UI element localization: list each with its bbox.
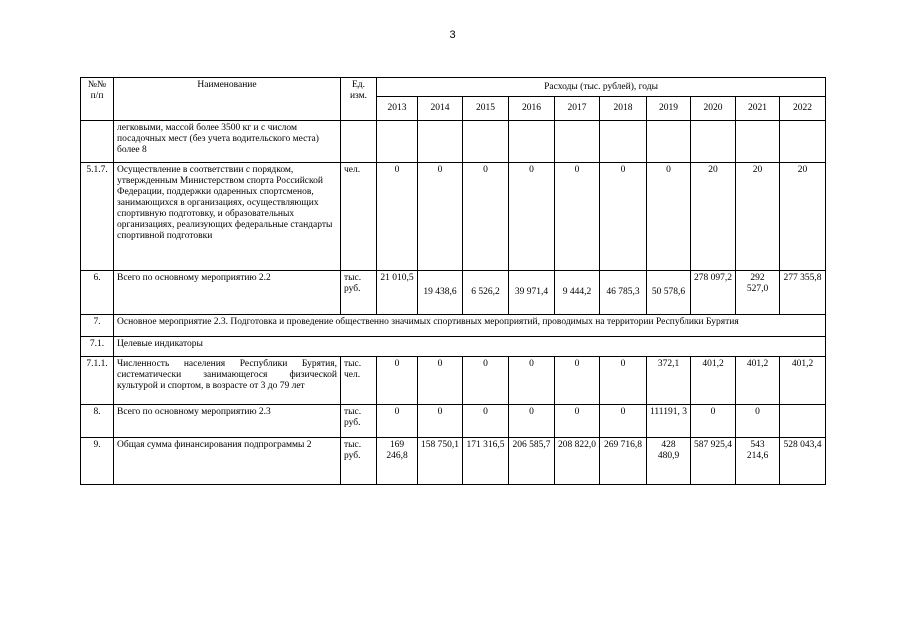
row-value: 0 — [418, 163, 463, 271]
row-value — [647, 121, 691, 163]
row-value: 278 097,2 — [691, 271, 736, 315]
row-name: Всего по основному мероприятию 2.3 — [114, 405, 341, 438]
row-value: 39 971,4 — [509, 271, 555, 315]
row-num: 7.1.1. — [81, 357, 114, 405]
row-value: 0 — [463, 163, 509, 271]
row-value: 169 246,8 — [377, 438, 418, 485]
row-num: 7.1. — [81, 337, 114, 357]
header-num: №№ п/п — [81, 78, 114, 121]
table-row — [81, 405, 826, 438]
row-value: 111191, 3 — [647, 405, 691, 438]
row-value: 0 — [418, 405, 463, 438]
row-value: 543 214,6 — [736, 438, 780, 485]
row-name: Основное мероприятие 2.3. Подготовка и проведение общественно значимых спортивных мероприятий, проводимых на территории Республики Бурятия — [114, 315, 826, 337]
row-value: 19 438,6 — [418, 271, 463, 315]
row-value: 292 527,0 — [736, 271, 780, 315]
row-num: 7. — [81, 315, 114, 337]
table-row — [81, 438, 826, 485]
header-year: 2021 — [736, 97, 780, 121]
row-value — [377, 121, 418, 163]
row-name: Осуществление в соответствии с порядком, утвержденным Министерством спорта Российской Федерации, поддержки одаренных спортсменов, занимающихся в организациях, осуществляющих спортивную подготовку, и образовательных организациях, реализующих федеральные стандарты спортивной подготовки — [114, 163, 341, 271]
header-year: 2015 — [463, 97, 509, 121]
row-value — [418, 121, 463, 163]
row-value: 0 — [509, 405, 555, 438]
row-value: 0 — [600, 405, 647, 438]
row-value: 0 — [463, 357, 509, 405]
header-row-1 — [81, 78, 826, 97]
row-value: 0 — [555, 405, 600, 438]
row-value: 401,2 — [780, 357, 826, 405]
row-value: 20 — [780, 163, 826, 271]
table-row — [81, 163, 826, 271]
row-value: 46 785,3 — [600, 271, 647, 315]
row-unit: тыс. чел. — [341, 357, 377, 405]
row-name: легковыми, массой более 3500 кг и с числом посадочных мест (без учета водительского места) более 8 — [114, 121, 341, 163]
row-num: 9. — [81, 438, 114, 485]
table-row — [81, 337, 826, 357]
row-value: 21 010,5 — [377, 271, 418, 315]
row-value: 0 — [509, 163, 555, 271]
header-expenses: Расходы (тыс. рублей), годы — [377, 78, 826, 97]
header-year: 2019 — [647, 97, 691, 121]
row-value — [736, 121, 780, 163]
row-value: 372,1 — [647, 357, 691, 405]
row-value: 0 — [600, 163, 647, 271]
row-value: 0 — [418, 357, 463, 405]
row-value — [600, 121, 647, 163]
row-value — [780, 121, 826, 163]
row-unit: чел. — [341, 163, 377, 271]
row-value: 277 355,8 — [780, 271, 826, 315]
row-value: 401,2 — [736, 357, 780, 405]
header-year: 2014 — [418, 97, 463, 121]
row-value: 158 750,1 — [418, 438, 463, 485]
row-unit — [341, 121, 377, 163]
row-value: 428 480,9 — [647, 438, 691, 485]
row-value: 20 — [691, 163, 736, 271]
row-value: 587 925,4 — [691, 438, 736, 485]
row-value: 528 043,4 — [780, 438, 826, 485]
row-value: 0 — [555, 357, 600, 405]
row-unit: тыс. руб. — [341, 271, 377, 315]
table-row — [81, 121, 826, 163]
row-value: 0 — [377, 163, 418, 271]
row-value: 0 — [509, 357, 555, 405]
expenses-table — [80, 77, 826, 485]
row-unit: тыс. руб. — [341, 438, 377, 485]
row-value: 20 — [736, 163, 780, 271]
row-value: 0 — [555, 163, 600, 271]
row-value — [463, 121, 509, 163]
row-value: 0 — [377, 357, 418, 405]
row-value: 208 822,0 — [555, 438, 600, 485]
row-num: 8. — [81, 405, 114, 438]
header-year: 2013 — [377, 97, 418, 121]
row-value: 0 — [600, 357, 647, 405]
row-value: 0 — [463, 405, 509, 438]
row-value: 206 585,7 — [509, 438, 555, 485]
header-unit: Ед. изм. — [341, 78, 377, 121]
page-number: 3 — [449, 29, 456, 41]
table-row — [81, 271, 826, 315]
row-value — [555, 121, 600, 163]
header-year: 2020 — [691, 97, 736, 121]
row-value — [509, 121, 555, 163]
row-unit: тыс. руб. — [341, 405, 377, 438]
table-row — [81, 357, 826, 405]
row-name: Всего по основному мероприятию 2.2 — [114, 271, 341, 315]
row-name: Численность населения Республики Бурятия, систематически занимающегося физической культурой и спортом, в возрасте от 3 до 79 лет — [114, 357, 341, 405]
row-value: 0 — [377, 405, 418, 438]
header-year: 2017 — [555, 97, 600, 121]
header-name: Наименование — [114, 78, 341, 121]
row-value: 171 316,5 — [463, 438, 509, 485]
header-year: 2016 — [509, 97, 555, 121]
row-value — [780, 405, 826, 438]
row-value: 401,2 — [691, 357, 736, 405]
row-value: 6 526,2 — [463, 271, 509, 315]
header-year: 2022 — [780, 97, 826, 121]
row-name: Целевые индикаторы — [114, 337, 826, 357]
row-value: 9 444,2 — [555, 271, 600, 315]
row-value: 269 716,8 — [600, 438, 647, 485]
row-num: 6. — [81, 271, 114, 315]
row-value — [691, 121, 736, 163]
row-num — [81, 121, 114, 163]
header-year: 2018 — [600, 97, 647, 121]
row-value: 0 — [647, 163, 691, 271]
row-value: 50 578,6 — [647, 271, 691, 315]
table-row — [81, 315, 826, 337]
row-name: Общая сумма финансирования подпрограммы 2 — [114, 438, 341, 485]
row-value: 0 — [691, 405, 736, 438]
row-num: 5.1.7. — [81, 163, 114, 271]
row-value: 0 — [736, 405, 780, 438]
